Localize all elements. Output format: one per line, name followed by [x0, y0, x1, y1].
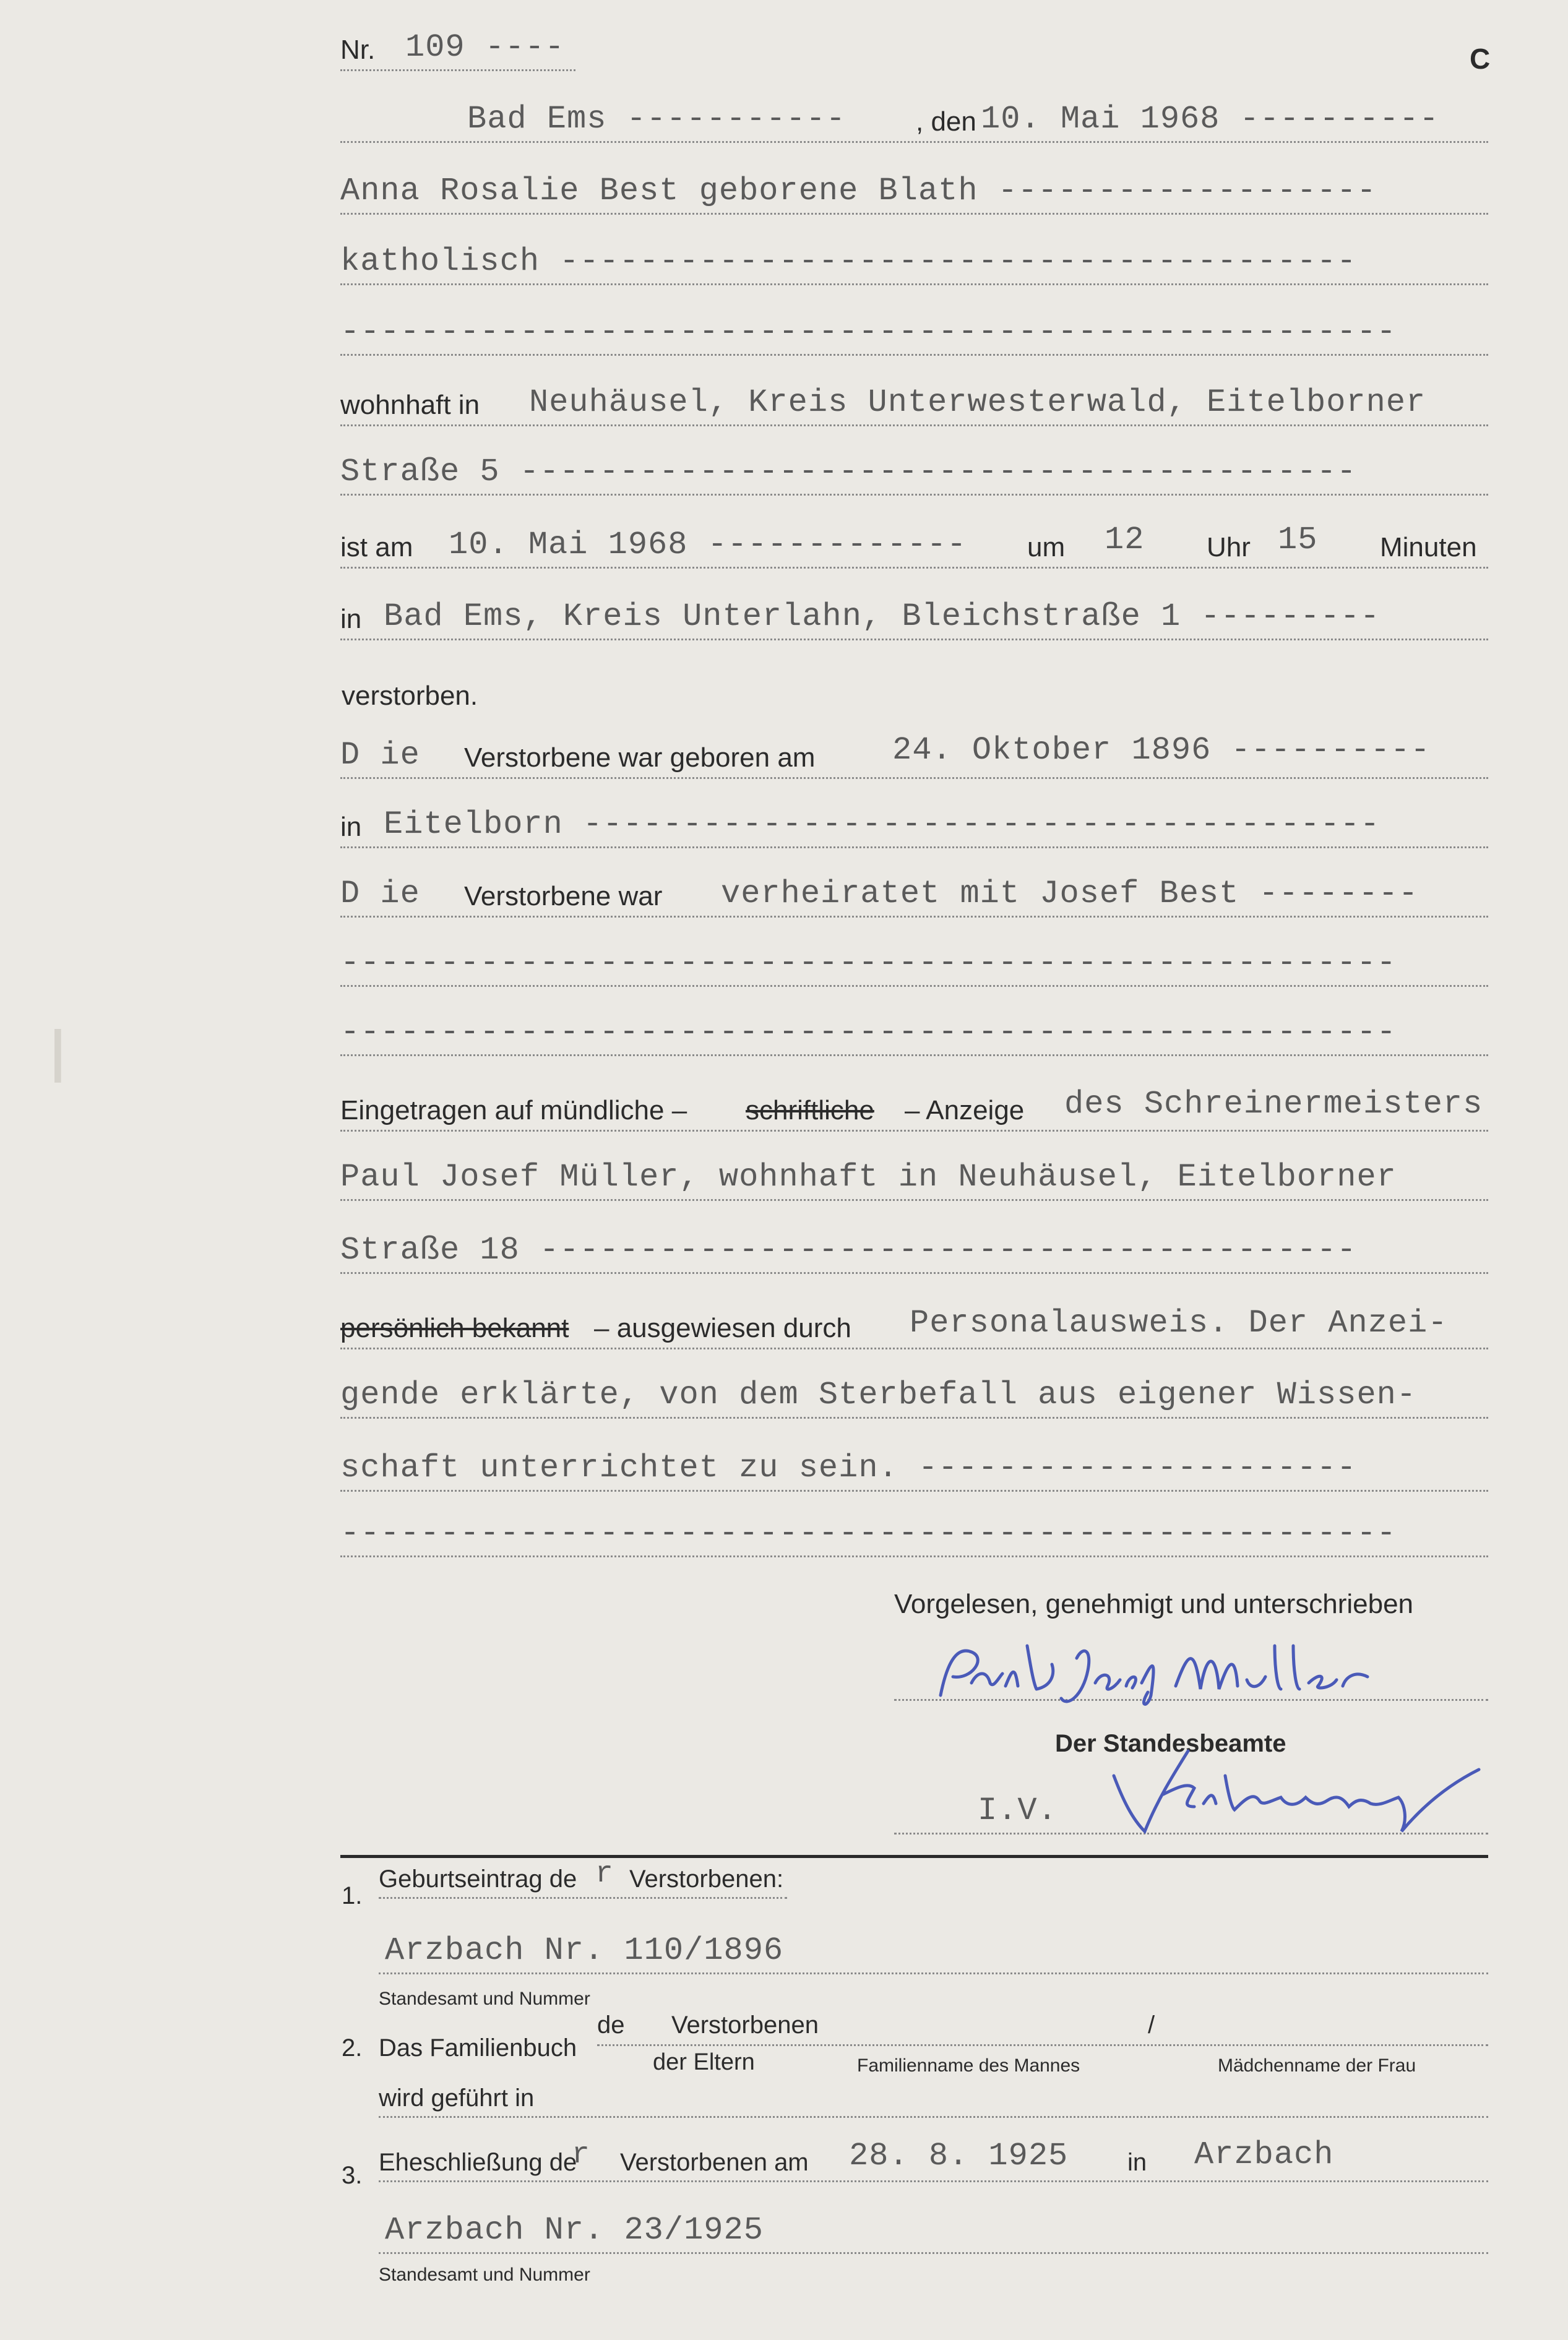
- birth-date: 24. Oktober 1896 ----------: [892, 732, 1431, 768]
- marital-line: D ie Verstorbene war verheiratet mit Josef Best --------: [340, 887, 1488, 918]
- statement-line-2: schaft unterrichtet zu sein. ----------------------: [340, 1461, 1488, 1492]
- informant-signature: [928, 1627, 1386, 1714]
- birth-place-line: in Eitelborn ----------------------------------------: [340, 818, 1488, 848]
- registry-place: Bad Ems -----------: [467, 101, 846, 137]
- statement-line: gende erklärte, von dem Sterbefall aus eigener Wissen-: [340, 1388, 1488, 1419]
- entry-number-line: [340, 29, 575, 71]
- residence-label: wohnhaft in: [340, 390, 480, 420]
- informant-address-line: [340, 1232, 1488, 1274]
- page-letter: C: [1470, 43, 1491, 75]
- registry-office-caption: Standesamt und Nummer: [379, 1989, 590, 2009]
- informant-title: des Schreinermeisters: [1064, 1086, 1483, 1122]
- registrar-label: Der Standesbeamte: [1055, 1730, 1286, 1757]
- birth-place: Eitelborn ----------------------------------------: [384, 806, 1381, 843]
- death-place: Bad Ems, Kreis Unterlahn, Bleichstraße 1 ---------: [384, 598, 1381, 635]
- informant-name: Paul Josef Müller, wohnhaft in Neuhäusel, Eitelborner: [340, 1159, 1397, 1195]
- registrar-signature: [1095, 1739, 1491, 1850]
- birth-entry-line: [379, 1932, 1488, 1974]
- deceased-name: Anna Rosalie Best geborene Blath -------------------: [340, 173, 1377, 209]
- nr-label: Nr.: [340, 35, 376, 65]
- death-date: 10. Mai 1968 -------------: [449, 527, 967, 563]
- informant-address: Straße 18 -----------------------------------------: [340, 1232, 1357, 1268]
- marriage-date: 28. 8. 1925: [849, 2138, 1069, 2174]
- read-approved-text: Vorgelesen, genehmigt und unterschrieben: [894, 1589, 1414, 1619]
- section-divider: [340, 1855, 1488, 1858]
- birth-entry-value: Arzbach Nr. 110/1896: [385, 1932, 784, 1969]
- death-minute: 15: [1278, 522, 1318, 558]
- show-through-mark: l: [50, 1016, 66, 1099]
- blank-line: -----------------------------------------------------: [340, 1527, 1488, 1557]
- document-page: l Nr. 109 ---- C Bad Ems ----------- , den 10. Mai 1968 ---------- Anna Rosalie Best geborene Blath ------------------- katholisch ---------------------------------------- ----------------------------------------------------- wohnhaft in Neuhäusel, Kreis Unterwesterwald, Eitelborner Straße 5 ------------------------------------------ ist am 10. Mai 1968 ------------- um 12 Uhr 15 Minuten in Bad Ems, Kreis Unterlahn, Bleichstraße 1 --------- verstorben. D ie Verstorbene war geboren am 24. Oktober 1896 ---------- in Eitelborn ---------------------------------------- D ie Verstorbene war verheiratet mit Josef Best -------- ----------------------------------------------------- ----------------------------------------------------- Eingetragen auf mündliche – schriftliche – Anzeige des Schreinermeisters Paul Josef Müller, wohnhaft in Neuhäusel, Eitelborner Straße 18 ----------------------------------------- persönlich bekannt – ausgewiesen durch Personalausweis. Der Anzei- gende erklärte, von dem Sterbefall aus eigener Wissen- schaft unterrichtet zu sein. ---------------------- ----------------------------------------------------- Vorgelesen, genehmigt und unterschrieben Der Standesbeamte I.V. 1. Geburtseintrag de r Verstorbenen: Arzbach Nr. 110/1896 Standesamt und Nummer 2. Das Familienbuch de Verstorbenen / der Eltern Familienname des Mannes Mädchenname der Frau wird geführt in 3. Eheschließung de r Verstorbenen am 28. 8. 1925 in Arzbach Arzbach Nr. 23/1925 Standesamt und Nummer: [0, 0, 1568, 2340]
- residence-value-2: Straße 5 ------------------------------------------: [340, 454, 1357, 490]
- birth-date-line: D ie Verstorbene war geboren am 24. Oktober 1896 ----------: [340, 749, 1488, 779]
- registration-line: Eingetragen auf mündliche – schriftliche – Anzeige des Schreinermeisters: [340, 1101, 1488, 1132]
- residence-line-2: [340, 454, 1488, 496]
- note-1-label-line: Geburtseintrag de r Verstorbenen:: [379, 1869, 787, 1899]
- religion-line: [340, 243, 1488, 285]
- place-date-line: [340, 101, 1488, 143]
- blank-line: -----------------------------------------------------: [340, 957, 1488, 987]
- marriage-place: Arzbach: [1194, 2136, 1334, 2173]
- marital-status: verheiratet mit Josef Best --------: [721, 875, 1419, 912]
- marriage-entry-value: Arzbach Nr. 23/1925: [385, 2212, 764, 2248]
- registry-date: 10. Mai 1968 ----------: [981, 101, 1439, 137]
- note-1-number: 1.: [342, 1882, 363, 1909]
- death-place-line: in Bad Ems, Kreis Unterlahn, Bleichstraße 1 ---------: [340, 610, 1488, 640]
- marriage-entry-line: [379, 2212, 1488, 2254]
- residence-line: [340, 384, 1488, 426]
- residence-value: Neuhäusel, Kreis Unterwesterwald, Eitelborner: [529, 384, 1426, 421]
- marriage-line: Eheschließung de r Verstorbenen am 28. 8. 1925 in Arzbach: [379, 2152, 1488, 2182]
- deceased-name-line: [340, 173, 1488, 215]
- death-date-line: ist am 10. Mai 1968 ------------- um 12 Uhr 15 Minuten: [340, 538, 1488, 569]
- blank-line: -----------------------------------------------------: [340, 1026, 1488, 1056]
- entry-number: 109 ----: [405, 29, 565, 66]
- religion: katholisch ----------------------------------------: [340, 243, 1357, 280]
- verstorben-text: verstorben.: [342, 681, 478, 711]
- blank-line: -----------------------------------------------------: [340, 325, 1488, 356]
- iv-label: I.V.: [978, 1792, 1058, 1829]
- den-label: , den: [916, 106, 976, 137]
- death-hour: 12: [1105, 522, 1145, 558]
- informant-line: [340, 1159, 1488, 1201]
- kept-in-line: wird geführt in: [379, 2088, 1488, 2118]
- identification-line: persönlich bekannt – ausgewiesen durch Personalausweis. Der Anzei-: [340, 1319, 1488, 1349]
- identification-value: Personalausweis. Der Anzei-: [910, 1305, 1448, 1341]
- family-book-line: de Verstorbenen /: [597, 2016, 1488, 2046]
